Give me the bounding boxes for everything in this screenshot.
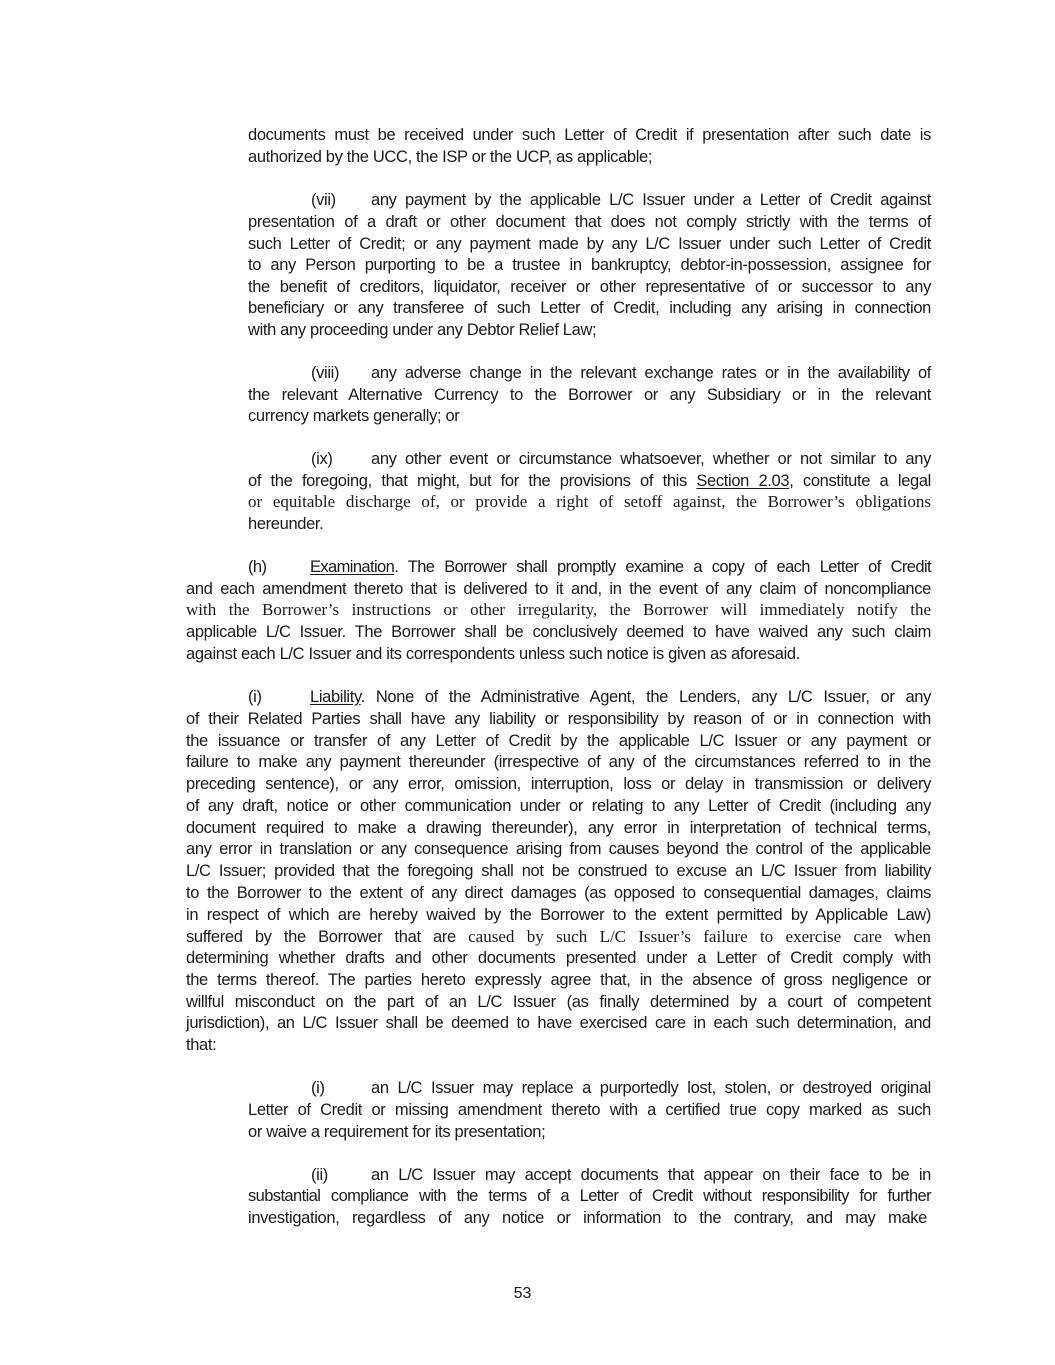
text-line: in respect of which are hereby waived by the Borrower to the extent permitted by Applicable Law) — [186, 906, 931, 924]
text-line: documents must be received under such Letter of Credit if presentation after such date is — [248, 126, 931, 144]
section-reference-link[interactable]: Section 2.03 — [696, 472, 790, 490]
clause-text: of the foregoing, that might, but for the provisions of this — [248, 472, 697, 490]
text-line: document required to make a drawing thereunder), any error in interpretation of technical terms, — [186, 819, 931, 837]
text-line: to the Borrower to the extent of any direct damages (as opposed to consequential damages, claims — [186, 884, 931, 902]
clause-number: (i) — [311, 1079, 325, 1097]
text-line: substantial compliance with the terms of a Letter of Credit without responsibility for further — [248, 1187, 931, 1205]
clause-text: any adverse change in the relevant exchange rates or in the availability of — [371, 364, 931, 382]
section-text: . None of the Administrative Agent, the Lenders, any L/C Issuer, or any — [360, 688, 931, 706]
text-line: the benefit of creditors, liquidator, receiver or other representative of or successor to any — [248, 278, 931, 296]
text-line — [248, 686, 931, 708]
text-line: against each L/C Issuer and its correspondents unless such notice is given as aforesaid. — [186, 645, 800, 663]
text-line: the terms thereof. The parties hereto expressly agree that, in the absence of gross negligence or — [186, 971, 931, 989]
text-line: or waive a requirement for its presentation; — [248, 1123, 546, 1141]
text-line: hereunder. — [248, 515, 324, 533]
text-line: or equitable discharge of, or provide a right of setoff against, the Borrower’s obligations — [248, 492, 931, 511]
text-line: beneficiary or any transferee of such Letter of Credit, including any arising in connection — [248, 299, 931, 317]
text-line — [248, 556, 931, 578]
section-text: . The Borrower shall promptly examine a copy of each Letter of Credit — [394, 558, 931, 576]
text-line: jurisdiction), an L/C Issuer shall be deemed to have exercised care in each such determination, and — [186, 1014, 931, 1032]
text-line: to any Person purporting to be a trustee in bankruptcy, debtor-in-possession, assignee for — [248, 256, 931, 274]
clause-text: an L/C Issuer may accept documents that appear on their face to be in — [371, 1166, 931, 1184]
clause-number: (vii) — [311, 191, 336, 209]
text-line: preceding sentence), or any error, omission, interruption, loss or delay in transmission or delivery — [186, 775, 931, 793]
text-line: of any draft, notice or other communication under or relating to any Letter of Credit (including any — [186, 797, 931, 815]
text-line — [311, 189, 931, 211]
text-line: applicable L/C Issuer. The Borrower shall be conclusively deemed to have waived any such claim — [186, 623, 931, 641]
clause-number: (ii) — [311, 1166, 328, 1184]
text-line — [311, 1164, 931, 1186]
text-line: the relevant Alternative Currency to the Borrower or any Subsidiary or in the relevant — [248, 386, 931, 404]
text-line: any error in translation or any consequence arising from causes beyond the control of the applicable — [186, 840, 931, 858]
text-line: with any proceeding under any Debtor Relief Law; — [248, 321, 597, 339]
text-line: that: — [186, 1036, 217, 1054]
text-line — [311, 362, 931, 384]
text-line: presentation of a draft or other document that does not comply strictly with the terms of — [248, 213, 931, 231]
text-line — [311, 1077, 931, 1099]
text-line: with the Borrower’s instructions or other irregularity, the Borrower will immediately notify the — [186, 600, 931, 619]
clause-number: (ix) — [311, 450, 333, 468]
clause-text: an L/C Issuer may replace a purportedly lost, stolen, or destroyed original — [371, 1079, 931, 1097]
text-line: determining whether drafts and other documents presented under a Letter of Credit comply with — [186, 949, 931, 967]
text-line — [248, 470, 931, 492]
text-line — [186, 926, 931, 948]
text-line: the issuance or transfer of any Letter of Credit by the applicable L/C Issuer or any payment or — [186, 732, 931, 750]
section-heading: Examination — [310, 558, 395, 576]
section-text: suffered by the Borrower that are — [186, 928, 469, 946]
text-line: investigation, regardless of any notice or information to the contrary, and may make — [248, 1209, 927, 1227]
clause-text: any payment by the applicable L/C Issuer under a Letter of Credit against — [371, 191, 931, 209]
text-line: authorized by the UCC, the ISP or the UCP, as applicable; — [248, 148, 653, 166]
text-line — [311, 448, 931, 470]
section-number: (h) — [248, 558, 267, 576]
section-heading: Liability — [310, 688, 361, 706]
clause-text: any other event or circumstance whatsoever, whether or not similar to any — [371, 450, 931, 468]
text-line: L/C Issuer; provided that the foregoing shall not be construed to excuse an L/C Issuer from liability — [186, 862, 931, 880]
page-number: 53 — [513, 1285, 532, 1302]
clause-number: (viii) — [311, 364, 340, 382]
clause-text: , constitute a legal — [789, 472, 931, 490]
text-line: currency markets generally; or — [248, 407, 460, 425]
text-line: failure to make any payment thereunder (irrespective of any of the circumstances referred to in the — [186, 753, 931, 771]
section-number: (i) — [248, 688, 262, 706]
text-line: and each amendment thereto that is delivered to it and, in the event of any claim of noncompliance — [186, 580, 931, 598]
text-line: Letter of Credit or missing amendment thereto with a certified true copy marked as such — [248, 1101, 931, 1119]
text-line: willful misconduct on the part of an L/C Issuer (as finally determined by a court of competent — [186, 993, 931, 1011]
text-line: such Letter of Credit; or any payment made by any L/C Issuer under such Letter of Credit — [248, 235, 931, 253]
section-text: caused by such L/C Issuer’s failure to exercise care when — [468, 927, 931, 946]
text-line: of their Related Parties shall have any liability or responsibility by reason of or in connection with — [186, 710, 931, 728]
